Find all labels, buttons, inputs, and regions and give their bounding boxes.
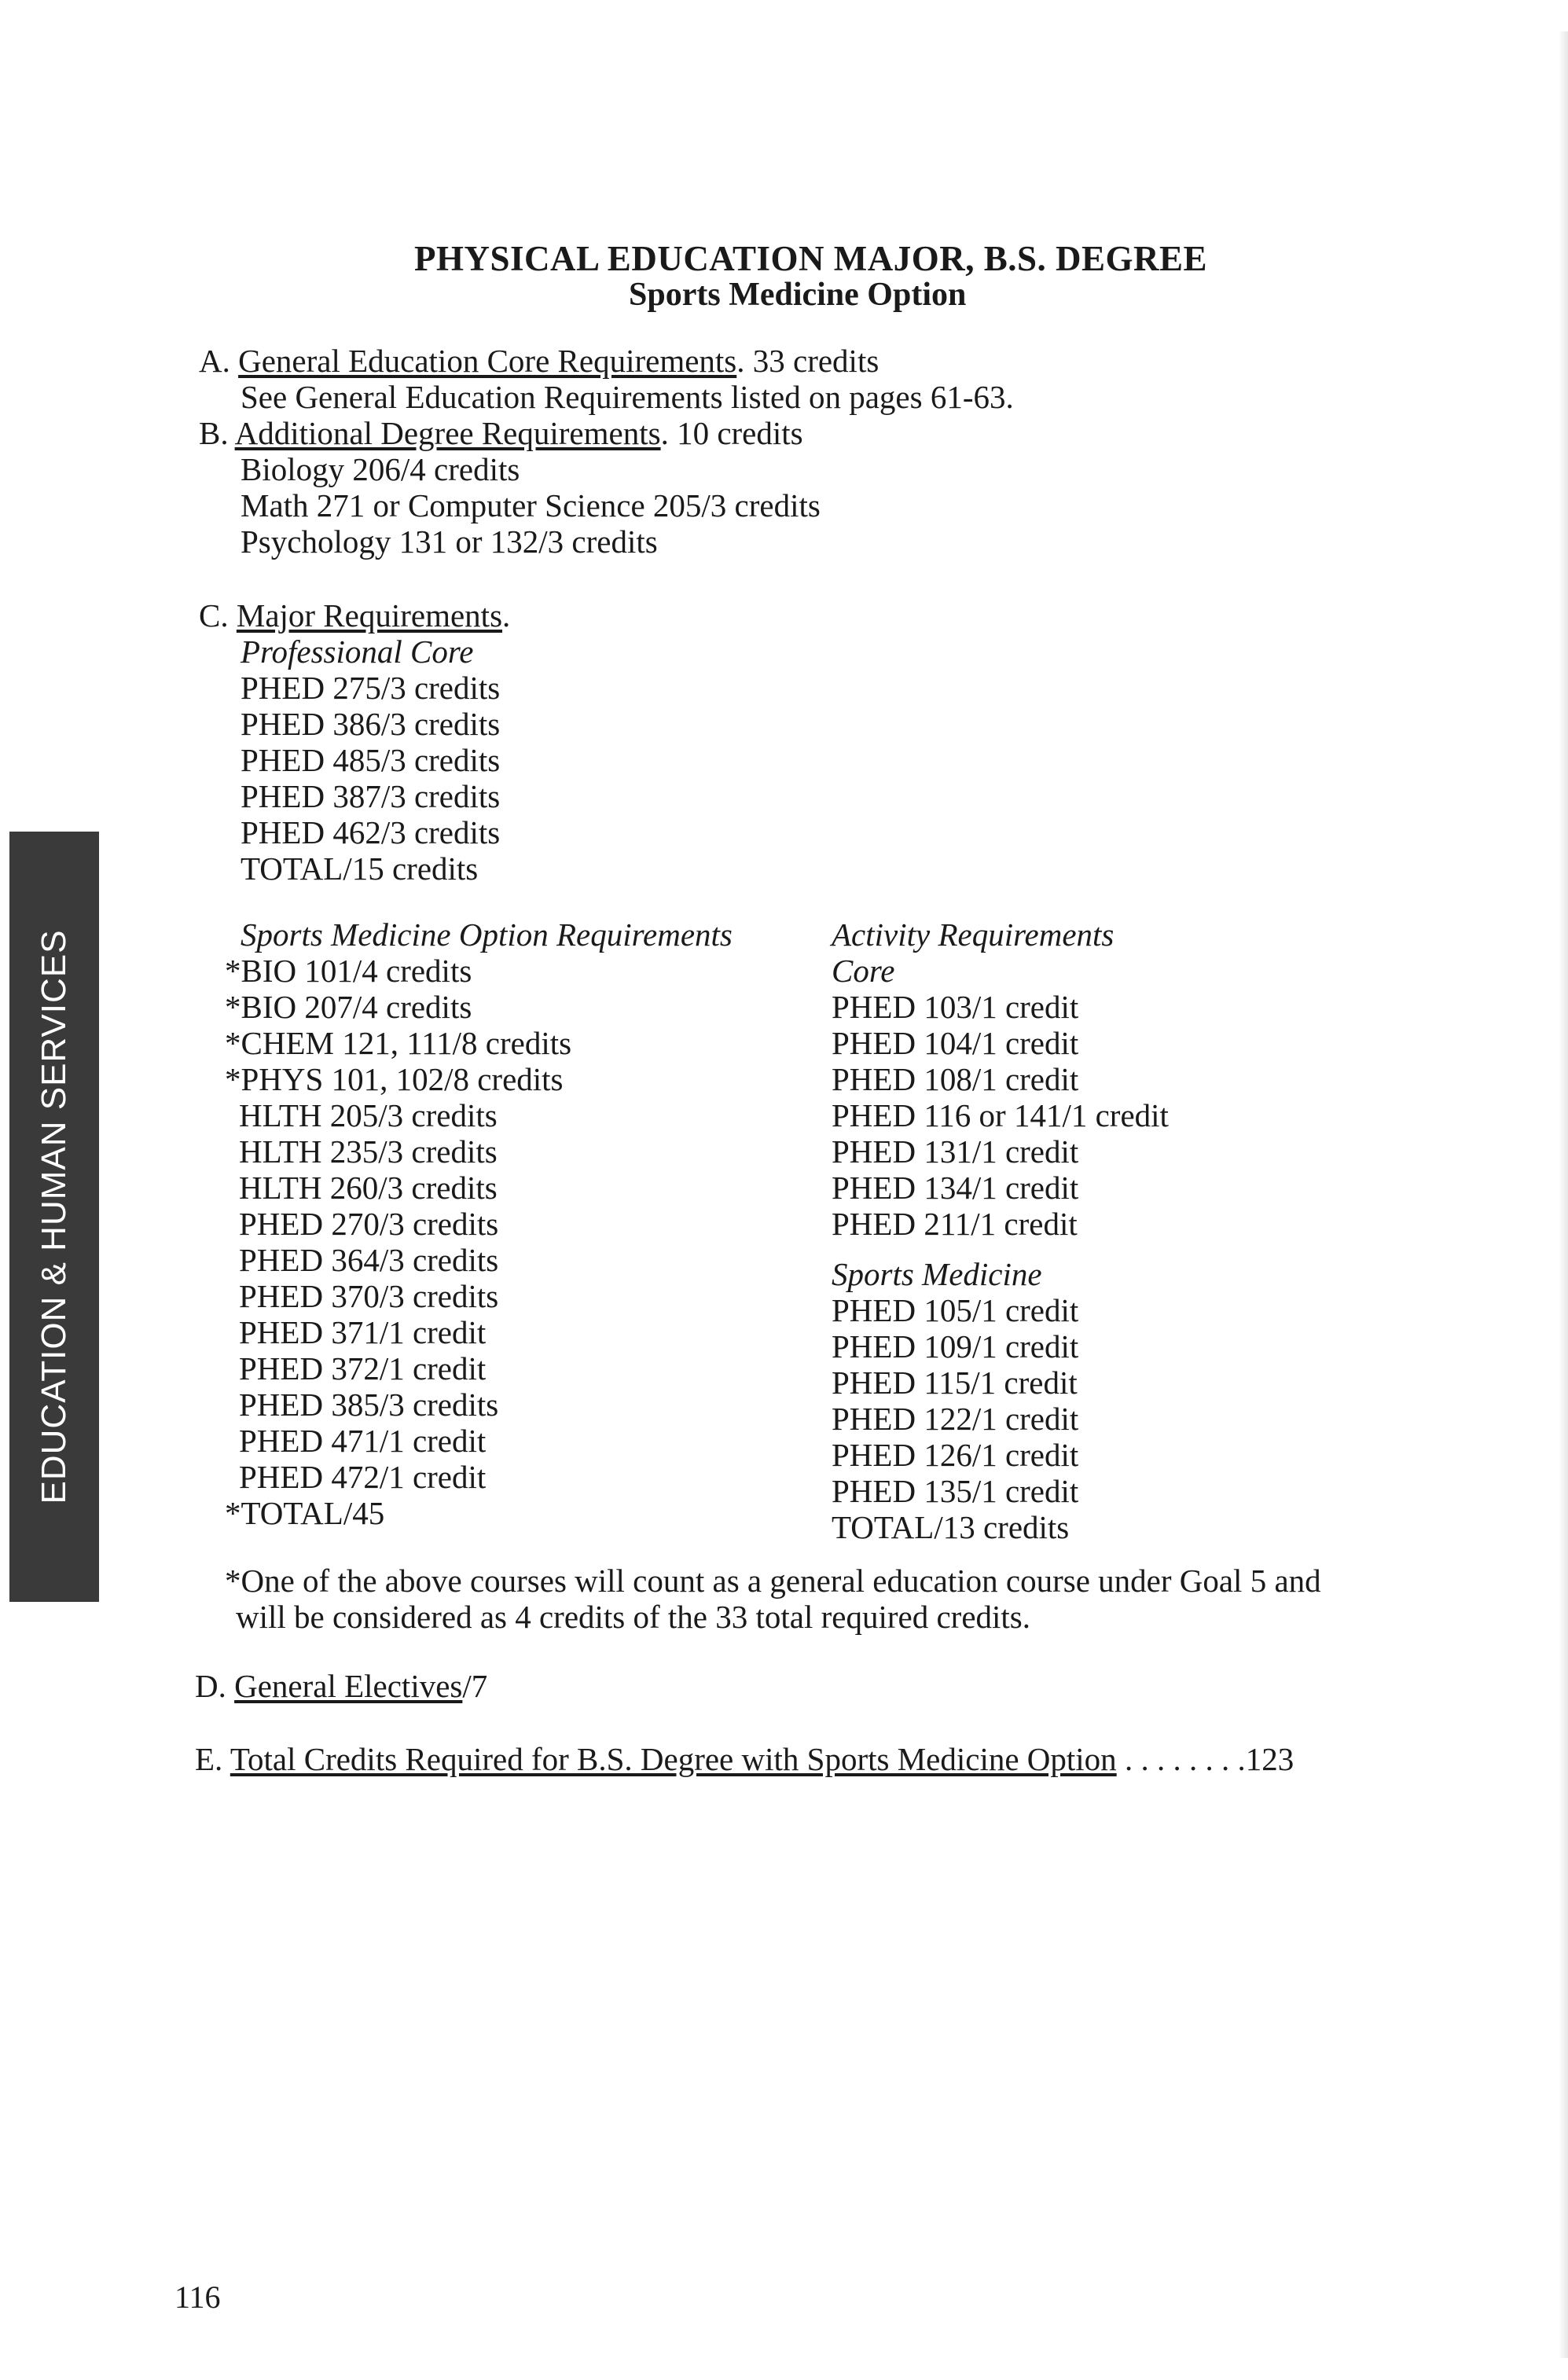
list-item: PHED 370/3 credits <box>239 1278 499 1314</box>
list-item: PHED 131/1 credit <box>832 1133 1079 1170</box>
list-item: PHED 462/3 credits <box>241 814 501 850</box>
list-item: HLTH 260/3 credits <box>239 1170 498 1206</box>
list-item: PHED 270/3 credits <box>239 1206 499 1242</box>
list-item: PHED 135/1 credit <box>832 1473 1079 1509</box>
activity-requirements-label: Activity Requirements <box>832 916 1114 953</box>
list-item: PHED 371/1 credit <box>239 1314 487 1350</box>
list-item: PHED 126/1 credit <box>832 1437 1079 1473</box>
section-a-note: See General Education Requirements listed on pages 61-63. <box>241 379 1014 415</box>
section-b-title: Additional Degree Requirements <box>234 415 661 451</box>
list-item: PHED 105/1 credit <box>832 1292 1079 1328</box>
list-item: PHED 109/1 credit <box>832 1328 1079 1364</box>
list-item: *BIO 207/4 credits <box>225 989 472 1025</box>
list-item: PHED 108/1 credit <box>832 1061 1079 1097</box>
page-number: 116 <box>174 2279 221 2315</box>
sports-medicine-option-label: Sports Medicine Option Requirements <box>241 916 733 953</box>
list-item: Biology 206/4 credits <box>241 451 520 487</box>
list-item: PHED 364/3 credits <box>239 1242 499 1278</box>
section-d-title: General Electives <box>234 1668 463 1704</box>
list-item: PHED 385/3 credits <box>239 1386 499 1423</box>
activity-requirements-list <box>832 916 1169 1545</box>
page-edge-shadow <box>1559 31 1568 2358</box>
professional-core-label: Professional Core <box>241 634 474 670</box>
footnote-line-1: *One of the above courses will count as a general education course under Goal 5 and <box>225 1563 1321 1599</box>
list-item: Psychology 131 or 132/3 credits <box>241 523 658 560</box>
page-subtitle: Sports Medicine Option <box>629 277 967 313</box>
professional-core-list <box>241 634 500 887</box>
list-item: PHED 211/1 credit <box>832 1206 1078 1242</box>
list-item: PHED 485/3 credits <box>241 742 501 778</box>
list-item: Math 271 or Computer Science 205/3 credits <box>241 487 821 523</box>
activity-core-label: Core <box>832 953 895 989</box>
list-item: PHED 134/1 credit <box>832 1170 1079 1206</box>
list-item: PHED 122/1 credit <box>832 1401 1079 1437</box>
list-item: PHED 275/3 credits <box>241 670 501 706</box>
sports-medicine-option-list <box>225 916 733 1531</box>
section-e-title: Total Credits Required for B.S. Degree with Sports Medicine Option <box>230 1741 1117 1777</box>
section-side-tab <box>9 832 99 1602</box>
section-c-heading: C. Major Requirements. <box>199 597 511 634</box>
side-tab-label: EDUCATION & HUMAN SERVICES <box>35 929 73 1504</box>
list-item: TOTAL/13 credits <box>832 1509 1070 1545</box>
section-c-title: Major Requirements <box>236 597 503 634</box>
section-e-heading: E. Total Credits Required for B.S. Degree with Sports Medicine Option . . . . . . . .123 <box>195 1741 1294 1777</box>
list-item: *CHEM 121, 111/8 credits <box>225 1025 572 1061</box>
list-item: TOTAL/15 credits <box>241 850 479 887</box>
list-item: *BIO 101/4 credits <box>225 953 472 989</box>
section-a-heading: A. General Education Core Requirements. 33 credits <box>199 343 879 379</box>
section-b-heading: B. Additional Degree Requirements. 10 credits <box>199 415 803 451</box>
section-e-value: 123 <box>1245 1741 1294 1777</box>
activity-sports-medicine-label: Sports Medicine <box>832 1256 1042 1292</box>
section-e-leader: . . . . . . . . <box>1116 1741 1246 1777</box>
list-item: PHED 103/1 credit <box>832 989 1079 1025</box>
section-b-list <box>241 451 821 560</box>
section-a-credits: . 33 credits <box>736 343 879 379</box>
list-item: HLTH 235/3 credits <box>239 1133 498 1170</box>
list-item: PHED 104/1 credit <box>832 1025 1079 1061</box>
list-item: HLTH 205/3 credits <box>239 1097 498 1133</box>
page-title: PHYSICAL EDUCATION MAJOR, B.S. DEGREE <box>414 239 1208 278</box>
section-b-credits: . 10 credits <box>660 415 803 451</box>
list-item: PHED 472/1 credit <box>239 1459 487 1495</box>
list-item: PHED 115/1 credit <box>832 1364 1078 1401</box>
list-item: *PHYS 101, 102/8 credits <box>225 1061 564 1097</box>
list-item: PHED 386/3 credits <box>241 706 501 742</box>
footnote-line-2: will be considered as 4 credits of the 33 total required credits. <box>236 1599 1031 1635</box>
section-d-value: /7 <box>462 1668 488 1704</box>
section-d-heading: D. General Electives/7 <box>195 1668 488 1704</box>
list-item: PHED 471/1 credit <box>239 1423 487 1459</box>
list-item: PHED 387/3 credits <box>241 778 501 814</box>
section-a-title: General Education Core Requirements <box>238 343 737 379</box>
list-item: *TOTAL/45 <box>225 1495 385 1531</box>
list-item: PHED 372/1 credit <box>239 1350 487 1386</box>
list-item: PHED 116 or 141/1 credit <box>832 1097 1169 1133</box>
